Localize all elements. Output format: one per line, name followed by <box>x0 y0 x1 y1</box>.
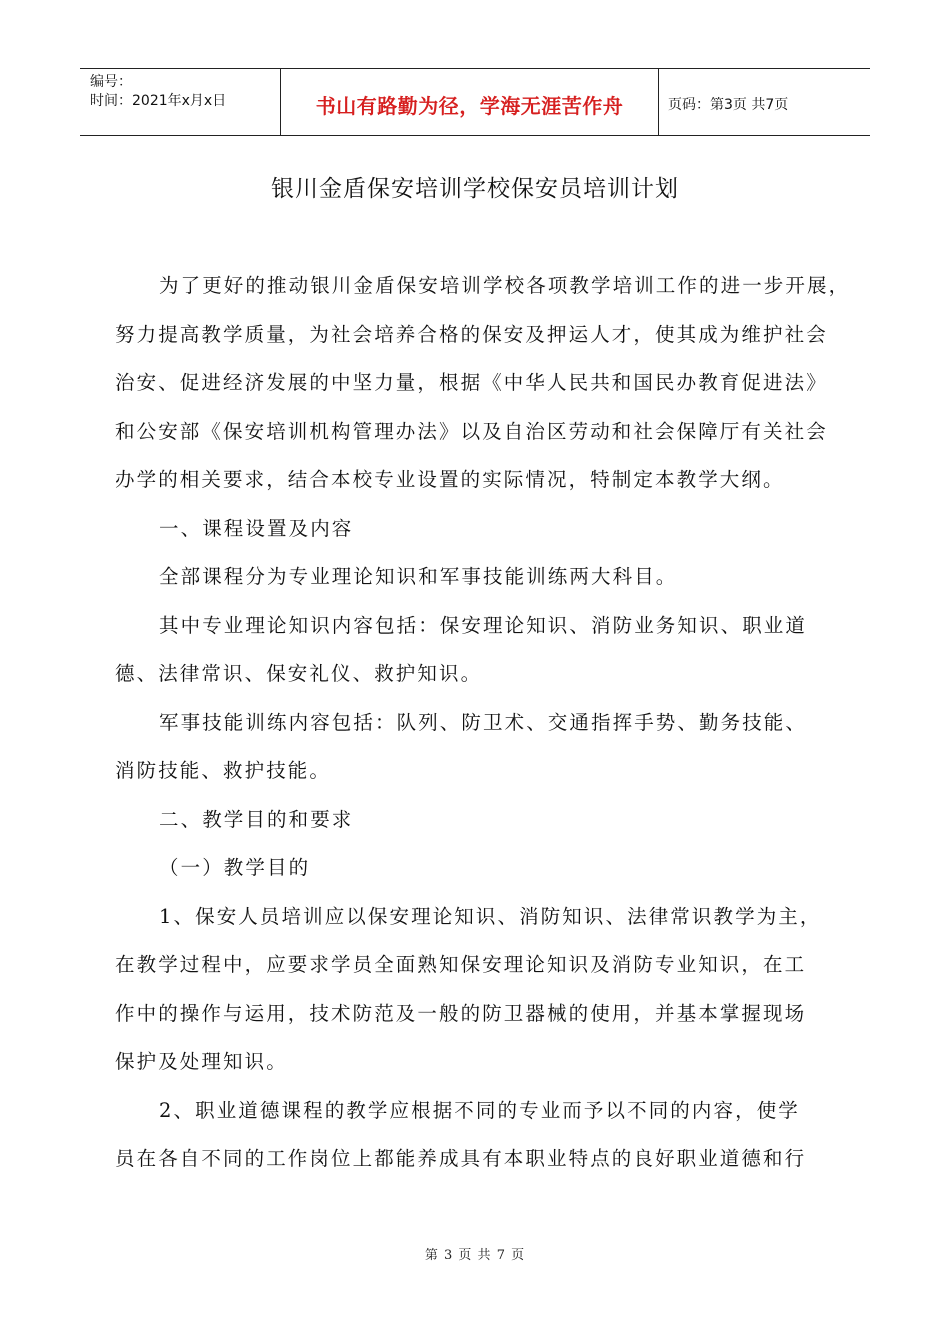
paragraph-line: 其中专业理论知识内容包括：保安理论知识、消防业务知识、职业道 <box>159 613 808 637</box>
paragraph-line: 保护及处理知识。 <box>115 1050 288 1073</box>
document-header <box>80 68 870 136</box>
paragraph-line: 治安、促进经济发展的中坚力量，根据《中华人民共和国民办教育促进法》 <box>115 371 828 394</box>
paragraph-line: 员在各自不同的工作岗位上都能养成具有本职业特点的良好职业道德和行 <box>115 1147 807 1170</box>
paragraph-line: 消防技能、救护技能。 <box>115 759 332 782</box>
section-heading: 一、课程设置及内容 <box>159 516 354 540</box>
paragraph-line: 1、保安人员培训应以保安理论知识、消防知识、法律常识教学为主， <box>159 904 822 928</box>
subsection-heading: （一）教学目的 <box>159 856 311 879</box>
paragraph-line: 为了更好的推动银川金盾保安培训学校各项教学培训工作的进一步开展， <box>159 274 851 297</box>
header-motto-cell <box>281 69 659 135</box>
paragraph-line: 全部课程分为专业理论知识和军事技能训练两大科目。 <box>159 565 678 588</box>
paragraph-line: 德、法律常识、保安礼仪、救护知识。 <box>115 662 483 685</box>
page-title: 银川金盾保安培训学校保安员培训计划 <box>271 176 679 202</box>
paragraph-line: 在教学过程中，应要求学员全面熟知保安理论知识及消防专业知识，在工 <box>115 953 807 976</box>
paragraph-line: 作中的操作与运用，技术防范及一般的防卫器械的使用，并基本掌握现场 <box>115 1001 807 1025</box>
motto-text: 书山有路勤为径，学海无涯苦作舟 <box>315 93 624 118</box>
paragraph-line: 和公安部《保安培训机构管理办法》以及自治区劳动和社会保障厅有关社会 <box>115 419 828 443</box>
header-page-cell <box>659 69 870 135</box>
header-meta-cell <box>80 69 281 135</box>
page-info-text: 页码：第3页 共7页 <box>668 97 789 113</box>
paragraph-line: 办学的相关要求，结合本校专业设置的实际情况，特制定本教学大纲。 <box>115 468 785 491</box>
section-heading: 二、教学目的和要求 <box>159 807 354 831</box>
paragraph-line: 军事技能训练内容包括：队列、防卫术、交通指挥手势、勤务技能、 <box>159 710 808 734</box>
paragraph-line: 努力提高教学质量，为社会培养合格的保安及押运人才，使其成为维护社会 <box>115 322 828 346</box>
document-body <box>115 268 875 1190</box>
document-number-label: 编号： <box>90 74 132 90</box>
paragraph-line: 2、职业道德课程的教学应根据不同的专业而予以不同的内容，使学 <box>159 1098 800 1122</box>
document-time-label: 时间：2021年x月x日 <box>90 93 227 109</box>
page-footer: 第 3 页 共 7 页 <box>424 1248 526 1263</box>
